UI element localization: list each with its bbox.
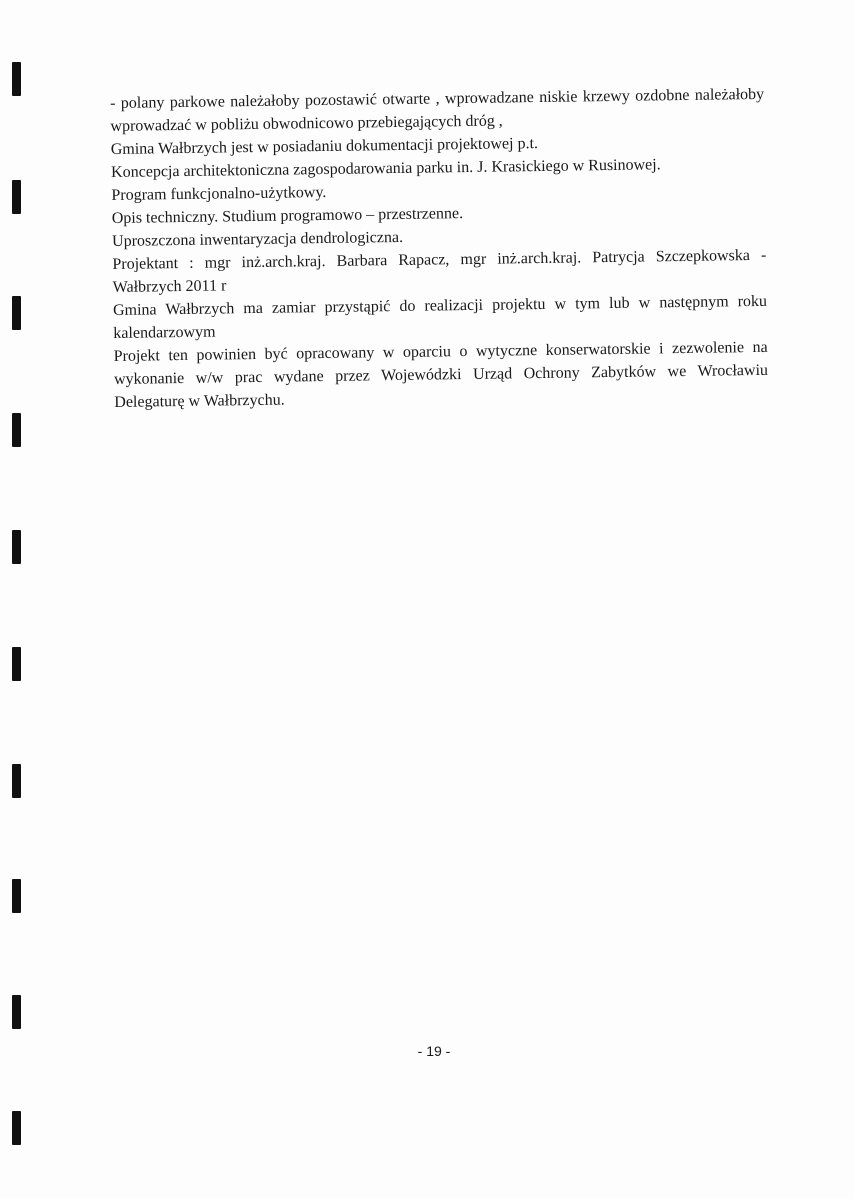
text-line: Wałbrzych 2011 r bbox=[112, 277, 227, 296]
binder-hole-mark bbox=[12, 995, 21, 1029]
text-line: wykonanie w/w prac wydane przez Wojewódzki Urząd Ochrony Zabytków we Wrocławiu bbox=[113, 361, 769, 388]
binder-hole-mark bbox=[12, 296, 21, 330]
text-line: Uproszczona inwentaryzacja dendrologiczna. bbox=[111, 228, 404, 250]
body-text bbox=[110, 83, 768, 414]
text-line: Opis techniczny. Studium programowo – przestrzenne. bbox=[111, 205, 464, 227]
binder-hole-mark bbox=[12, 1111, 21, 1145]
binder-hole-mark bbox=[12, 413, 21, 447]
page-number: - 19 - bbox=[417, 1043, 451, 1059]
binder-hole-mark bbox=[12, 530, 21, 564]
text-line: Delegaturę w Wałbrzychu. bbox=[114, 391, 285, 411]
text-line: Koncepcja architektoniczna zagospodarowania parku in. J. Krasickiego w Rusinowej. bbox=[111, 156, 661, 181]
binder-hole-mark bbox=[12, 879, 21, 913]
text-line: wprowadzać w pobliżu obwodnicowo przebiegających dróg , bbox=[110, 112, 503, 135]
text-line: kalendarzowym bbox=[113, 323, 216, 342]
text-line: Projekt ten powinien być opracowany w oparciu o wytyczne konserwatorskie i zezwolenie na bbox=[113, 338, 768, 365]
text-line: Program funkcjonalno-użytkowy. bbox=[111, 183, 327, 204]
text-line: Gmina Wałbrzych ma zamiar przystąpić do realizacji projektu w tym lub w następnym roku bbox=[112, 292, 768, 319]
binder-hole-mark bbox=[12, 180, 21, 214]
binder-hole-mark bbox=[12, 647, 21, 681]
text-line: Projektant : mgr inż.arch.kraj. Barbara Rapacz, mgr inż.arch.kraj. Patrycja Szczepkowska - bbox=[112, 246, 767, 273]
text-line: - polany parkowe należałoby pozostawić otwarte , wprowadzane niskie krzewy ozdobne należałoby bbox=[110, 85, 765, 112]
binder-hole-mark bbox=[12, 764, 21, 798]
text-line: Gmina Wałbrzych jest w posiadaniu dokumentacji projektowej p.t. bbox=[110, 135, 539, 158]
binder-hole-mark bbox=[12, 62, 21, 96]
